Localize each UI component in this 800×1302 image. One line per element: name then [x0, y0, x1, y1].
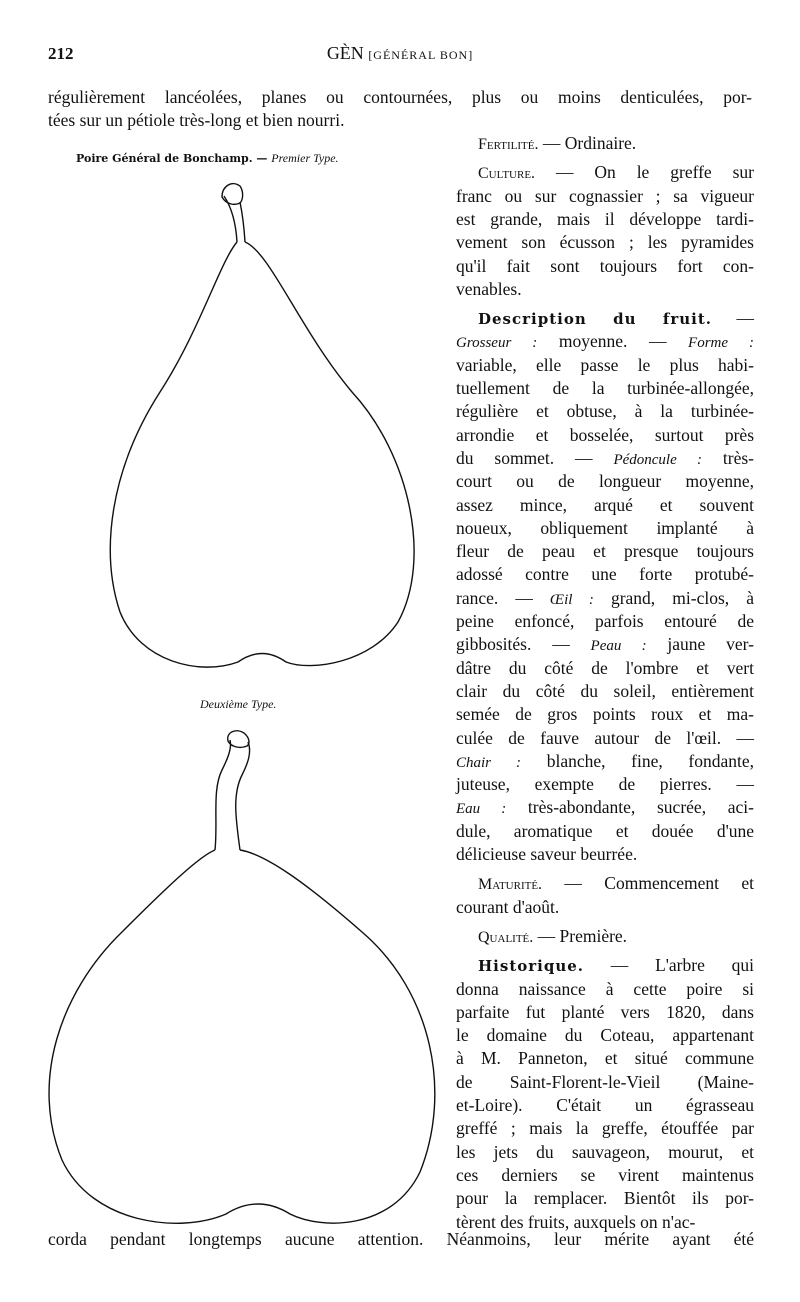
text-run: arrondie et bosselée, surtout près	[456, 424, 754, 445]
text-line	[456, 1164, 754, 1187]
field-label: Eau :	[456, 801, 507, 818]
field-label: Pédoncule :	[613, 451, 702, 468]
text-run: — L'arbre qui	[584, 955, 754, 976]
text-line	[456, 354, 754, 377]
text-line	[456, 587, 754, 610]
text-run: blanche, fine, fondante,	[521, 750, 754, 771]
text-line	[456, 1187, 754, 1210]
text-run: pour la remplacer. Bientôt ils por-	[456, 1188, 754, 1209]
text-line	[456, 727, 754, 750]
text-line	[456, 657, 754, 680]
field-label: Forme :	[688, 335, 754, 352]
text-line	[478, 132, 754, 155]
text-run: fleur de peau et presque toujours	[456, 541, 754, 562]
text-line	[456, 424, 754, 447]
text-line	[456, 610, 754, 633]
text-run: dule, aromatique et douée d'une	[456, 820, 754, 841]
text-line	[456, 377, 754, 400]
text-run: délicieuse saveur beurrée.	[456, 844, 638, 864]
text-run: venables.	[456, 278, 522, 299]
text-line	[456, 843, 754, 866]
text-run: de Saint-Florent-le-Vieil (Maine-	[456, 1071, 754, 1092]
text-run: — On le greffe sur	[535, 162, 754, 183]
text-run: très-	[702, 447, 754, 468]
text-line	[456, 978, 754, 1001]
field-label: Peau :	[590, 638, 647, 655]
text-line	[456, 896, 754, 919]
text-run: les jets du sauvageon, mourut, et	[456, 1141, 754, 1162]
text-line	[456, 1071, 754, 1094]
text-run: régulière et obtuse, à la turbinée-	[456, 401, 754, 422]
section-heading: Description du fruit.	[478, 310, 712, 329]
text-line	[478, 872, 754, 895]
text-run: gibbosités. —	[456, 634, 591, 655]
text-line	[456, 494, 754, 517]
text-run: clair du côté du soleil, entièrement	[456, 680, 754, 701]
text-run: greffé ; mais la greffe, étouffée par	[456, 1118, 754, 1139]
text-line	[456, 1001, 754, 1024]
section-label: Culture.	[478, 165, 536, 183]
text-line	[456, 400, 754, 423]
text-line	[478, 307, 754, 330]
pear-illustration-deuxieme-type	[49, 731, 435, 1223]
text-run: — Commencement et	[542, 873, 754, 894]
section-label: Maturité.	[478, 876, 543, 894]
section-heading: Historique.	[478, 957, 585, 976]
text-line	[456, 470, 754, 493]
text-run: grand, mi-clos, à	[593, 587, 754, 608]
text-run: à M. Panneton, et situé commune	[456, 1048, 754, 1069]
running-head-subtitle: [GÉNÉRAL BON]	[368, 48, 474, 62]
text-run: courant d'août.	[456, 896, 560, 917]
text-line	[456, 330, 754, 353]
text-run: jaune ver-	[646, 634, 754, 655]
text-run: parfaite fut planté vers 1820, dans	[456, 1001, 754, 1022]
text-run: moyenne. —	[537, 331, 689, 352]
text-line	[456, 185, 754, 208]
field-label: Grosseur :	[456, 335, 538, 352]
text-run: culée de fauve autour de l'œil. —	[456, 727, 754, 748]
running-head-title: GÈN	[326, 43, 364, 63]
text-line	[456, 820, 754, 843]
text-run: vement son écusson ; les pyramides	[456, 232, 754, 253]
section-label: Fertilité.	[478, 136, 539, 153]
text-line	[48, 1228, 754, 1251]
caption-title: Poire Général de Bonchamp. —	[76, 152, 272, 165]
text-run: tées sur un pétiole très-long et bien nourri.	[48, 110, 345, 130]
text-run: régulièrement lancéolées, planes ou contournées, plus ou moins denticulées, por-	[48, 87, 752, 107]
text-run: adossé contre une forte protubé-	[456, 564, 754, 585]
text-run: —	[711, 308, 754, 329]
text-run: rance. —	[456, 587, 550, 608]
text-line	[456, 703, 754, 726]
text-line	[478, 161, 754, 184]
text-line	[456, 563, 754, 586]
text-line	[456, 255, 754, 278]
text-run: tèrent des fruits, auxquels on n'ac-	[456, 1211, 696, 1232]
text-line	[456, 773, 754, 796]
text-line	[456, 1141, 754, 1164]
text-run: — Première.	[533, 925, 628, 946]
page-number: 212	[48, 44, 74, 63]
text-line	[456, 1024, 754, 1047]
text-line	[478, 954, 754, 977]
text-run: et-Loire). C'était un égrasseau	[456, 1095, 754, 1115]
text-run: noueux, obliquement implanté à	[456, 517, 754, 538]
text-line	[456, 750, 754, 773]
text-run: franc ou sur cognassier ; sa vigueur	[456, 185, 754, 206]
text-line	[456, 796, 754, 819]
text-line	[456, 633, 754, 656]
text-run: dâtre du côté de l'ombre et vert	[456, 657, 754, 678]
text-line	[456, 231, 754, 254]
field-label: Chair :	[456, 754, 522, 771]
text-line	[456, 540, 754, 563]
text-line	[456, 1047, 754, 1070]
text-run: tuellement de la turbinée-allongée,	[456, 378, 754, 398]
text-run: le domaine du Coteau, appartenant	[456, 1025, 754, 1046]
text-run: donna naissance à cette poire si	[456, 978, 754, 999]
text-line	[456, 680, 754, 703]
section-label: Qualité.	[478, 928, 534, 946]
text-run: juteuse, exempte de pierres. —	[456, 774, 754, 795]
text-run: assez mince, arqué et souvent	[456, 494, 754, 515]
text-run: qu'il fait sont toujours fort con-	[456, 255, 754, 276]
text-line	[456, 1094, 754, 1117]
text-run: variable, elle passe le plus habi-	[456, 354, 754, 375]
text-line	[456, 1117, 754, 1140]
text-run: ces derniers se virent maintenus	[456, 1164, 754, 1185]
text-line	[456, 208, 754, 231]
text-run: court ou de longueur moyenne,	[456, 471, 754, 492]
text-run: du sommet. —	[456, 447, 614, 468]
text-run: est grande, mais il développe tardi-	[456, 208, 754, 229]
text-run: corda pendant longtemps aucune attention. Néanmoins, leur mérite ayant été	[48, 1229, 754, 1249]
text-line	[456, 278, 754, 301]
caption-type: Premier Type.	[271, 151, 339, 165]
text-run: semée de gros points roux et ma-	[456, 704, 754, 725]
text-run: — Ordinaire.	[538, 133, 637, 153]
field-label: Œil :	[549, 591, 594, 608]
text-line	[478, 925, 754, 948]
text-line	[456, 447, 754, 470]
text-run: très-abondante, sucrée, aci-	[506, 797, 754, 818]
caption-type: Deuxième Type.	[200, 697, 277, 711]
text-line	[456, 517, 754, 540]
text-run: peine enfoncé, parfois entouré de	[456, 611, 754, 631]
pear-illustration-premier-type	[110, 184, 414, 668]
